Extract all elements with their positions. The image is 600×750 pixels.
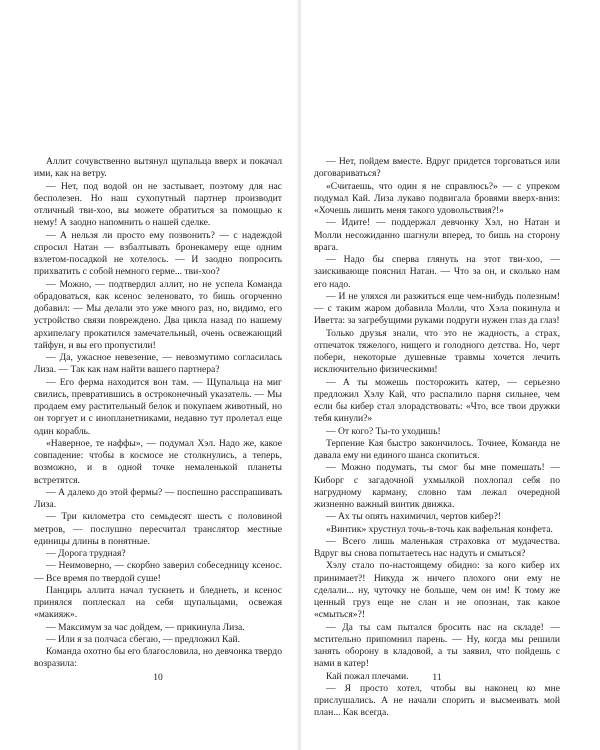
paragraph: — Да, ужасное невезение, — невозмутимо согласилась Лиза. — Так как нам найти вашего партнера? [34,352,282,376]
paragraph: — Неимоверно, — скорбно заверил собеседницу ксенос. — Все время по твердой суше! [34,560,282,584]
paragraph: Кай пожал плечами. [326,670,409,682]
paragraph: — Его ферма находится вон там. — Щупальца на миг свились, превратившись в остроконечный указатель. — Мы продаем ему растительный белок и покупаем животный, но он торгует и с инопланетниками, недавно тут пролетал еще один корабль. [34,376,282,437]
paragraph: — Надо бы сперва глянуть на этот тви-хоо, — заискивающе пояснил Натан. — Что за он, и сколько нам его надо. [314,254,560,290]
paragraph: — Или я за полчаса сбегаю, — предложил Кай. [46,633,241,645]
paragraph: Аллит сочувственно вытянул щупальца вверх и покачал ими, как на ветру. [34,156,282,180]
paragraph: — Ах ты опять нахимичил, чертов кибер?! [326,511,502,523]
left-page [0,0,298,750]
paragraph: — Дорога трудная? [46,548,126,559]
paragraph: — Нет, под водой он не застывает, поэтому для нас бесполезен. Но наш сухопутный партнер производит отличный тви-хоо, вы можете обратиться за помощью к нему! А заодно напомнить о нашей сделке. [34,180,282,229]
paragraph: — Максимум за час дойдем, — прикинула Лиза. [46,621,245,633]
paragraph: — Всего лишь маленькая страховка от мудачества. Вдруг вы снова попытаетесь нас надуть и смыться? [314,535,560,559]
paragraph: Терпение Кая быстро закончилось. Точнее, Команда не давала ему ни единого шанса скопиться. [314,437,560,461]
right-page-text [314,156,560,720]
right-page-number: 11 [432,673,442,683]
paragraph: Панцирь аллита начал тускнеть и бледнеть, и ксенос принялся поплескал на себя щупальцами, освежая «макияж». [34,584,282,621]
paragraph: — Можно подумать, ты смог бы мне помешать! — Киборг с загадочной ухмылкой похлопал себя по нагрудному карману, словно там лежал очередной жизненно важный винтик движка. [314,462,560,510]
paragraph: Команда охотно бы его благословила, но девчонка твердо возразила: [34,646,282,670]
paragraph: Хэлу стало по-настоящему обидно: за кого кибер их принимает?! Никуда ж ничего плохого они ему не сделали... ну, чуточку не больше, чем он им! К тому же ценный груз еще не слан и не опознан, так какое «смыться»?! [314,560,560,621]
paragraph: «Винтик» хрустнул точь-в-точь как вафельная конфета. [326,523,553,535]
paragraph: «Считаешь, что один я не справлюсь?» — с упреком подумал Кай. Лиза лукаво подвигала бровями вверх-вниз: «Хочешь лишить меня такого удовольствия?!» [314,180,560,216]
paragraph: — А ты можешь посторожить катер, — серьезно предложил Хэлу Кай, что распалило парня сильнее, чем если бы кибер стал злорадствовать: «Что, все твои дружки тебя кинули?» [314,376,560,425]
paragraph: — Нет, пойдем вместе. Вдруг придется торговаться или договариваться? [314,156,560,180]
paragraph: — Можно, — подтвердил аллит, но не успела Команда обрадоваться, как ксенос зеленовато, то бишь огорченно добавил: — Мы делали это уже много раз, но, видимо, его устройство связи повреждено. Два цикла назад по нашему архипелагу прокатился замечательный, очень освежающий тайфун, и вы его пропустили! [34,278,282,351]
paragraph: — От кого? Ты-то уходишь! [326,425,441,437]
paragraph: — Три километра сто семьдесят шесть с половиной метров, — послушно пересчитал транслятор местные единицы длины в понятные. [34,511,282,547]
left-page-text [34,156,282,671]
right-page [300,0,600,750]
paragraph: — А далеко до этой фермы? — поспешно расспрашивать Лиза. [34,486,282,510]
paragraph: — А нельзя ли просто ему позвонить? — с надеждой спросил Натан — взбалтывать бронекамеру еще одним взлетом-посадкой не хотелось. — И заодно попросить прихватить с собой немного герме... тви-хоо? [34,229,282,278]
paragraph: — Я просто хотел, чтобы вы наконец ко мне прислушались. А не начали спорить и высмеивать мой план... Как всегда. [314,682,560,719]
paragraph: «Наверное, те наффы», — подумал Хэл. Надо же, какое совпадение: чтобы в космосе не столкнулись, а теперь, возможно, и в одной точке немаленькой планеты встретятся. [34,437,282,486]
paragraph: — И не уляхся ли разжиться еще чем-нибудь полезным! — с таким жаром добавила Молли, что Хэла покинула и Иветта: за загребущими руками подруги нужен глаз да глаз! [314,290,560,327]
paragraph: — Да ты сам пытался бросить нас на складе! — мстительно припомнил парень. — Ну, когда мы решили занять оборону в кладовой, а ты заявил, что пойдешь с нами в катер! [314,621,560,670]
paragraph: Только друзья знали, что это не жадность, а страх, отпечаток тяжелого, нищего и голодного детства. Но, черт побери, некоторые душевные травмы хочется лечить исключительно физическими! [314,327,560,376]
paragraph: — Идите! — поддержал девчонку Хэл, но Натан и Молли несожиданно шагнули вперед, то бишь на сторону врага. [314,217,560,253]
left-page-number: 10 [153,673,163,683]
